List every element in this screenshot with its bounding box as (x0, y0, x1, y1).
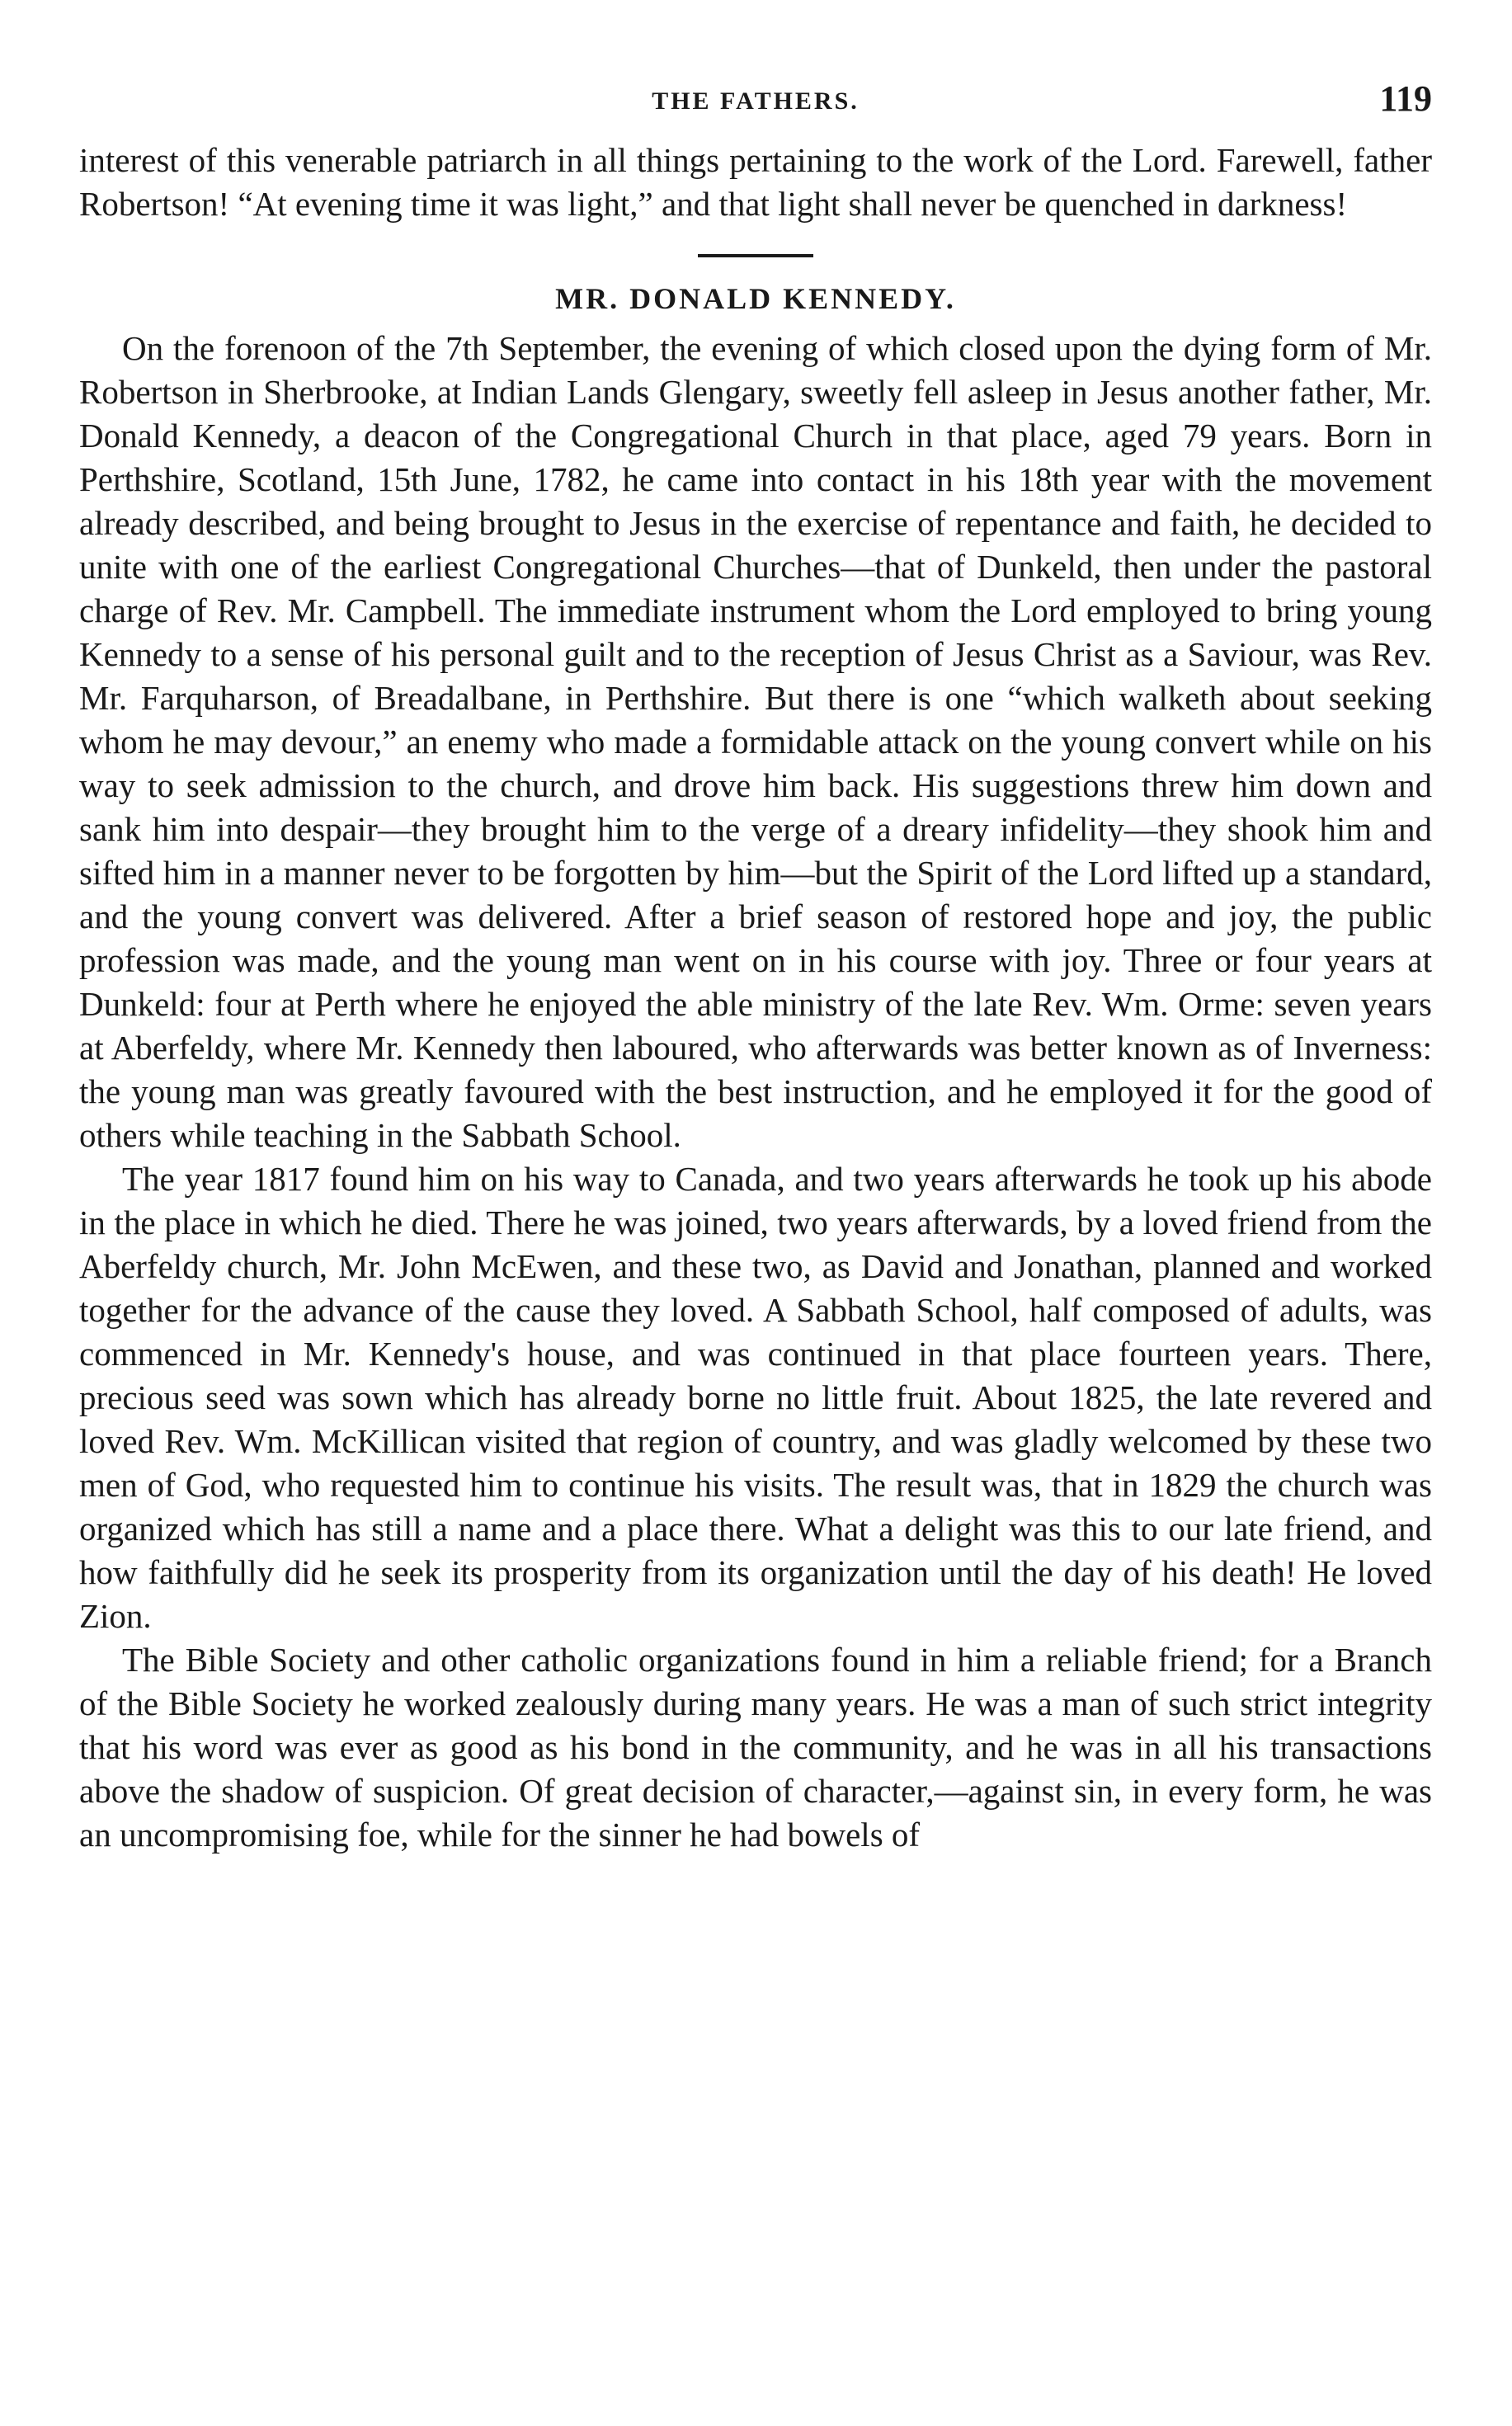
book-page (79, 73, 1432, 1857)
paragraph-kennedy-biography: On the forenoon of the 7th September, the evening of which closed upon the dying form of Mr. Robertson in Sherbrooke, at Indian Lands Glengary, sweetly fell asleep in Jesus another father, Mr. Donald Kennedy, a deacon of the Congregational Church in that place, aged 79 years. Born in Perthshire, Scotland, 15th June, 1782, he came into contact in his 18th year with the movement already described, and being brought to Jesus in the exercise of repentance and faith, he decided to unite with one of the earliest Congregational Churches—that of Dunkeld, then under the pastoral charge of Rev. Mr. Campbell. The immediate instrument whom the Lord employed to bring young Kennedy to a sense of his personal guilt and to the reception of Jesus Christ as a Saviour, was Rev. Mr. Farquharson, of Breadalbane, in Perthshire. But there is one “which walketh about seeking whom he may devour,” an enemy who made a formidable attack on the young convert while on his way to seek admission to the church, and drove him back. His suggestions threw him down and sank him into despair—they brought him to the verge of a dreary infidelity—they shook him and sifted him in a manner never to be forgotten by him—but the Spirit of the Lord lifted up a standard, and the young convert was delivered. After a brief season of restored hope and joy, the public profession was made, and the young man went on in his course with joy. Three or four years at Dunkeld: four at Perth where he enjoyed the able ministry of the late Rev. Wm. Orme: seven years at Aberfeldy, where Mr. Kennedy then laboured, who afterwards was better known as of Inverness: the young man was greatly favoured with the best instruction, and he employed it for the good of others while teaching in the Sabbath School. (79, 329, 1432, 1154)
paragraph-continuation: interest of this venerable patriarch in all things pertaining to the work of the Lord. Farewell, father Robertson! “At evening time it was light,” and that light shall never be quenched in darkness! (79, 141, 1432, 223)
paragraph-bible-society: The Bible Society and other catholic organizations found in him a reliable friend; for a Branch of the Bible Society he worked zealously during many years. He was a man of such strict integrity that his word was ever as good as his bond in the community, and he was in all his transactions above the shadow of suspicion. Of great decision of character,—against sin, in every form, he was an uncompromising foe, while for the sinner he had bowels of (79, 1641, 1432, 1854)
running-title: THE FATHERS. (652, 87, 860, 115)
section-heading: MR. DONALD KENNEDY. (555, 282, 956, 315)
running-head (79, 73, 1432, 139)
page-number: 119 (1379, 78, 1432, 119)
paragraph-canada: The year 1817 found him on his way to Canada, and two years afterwards he took up his abode in the place in which he died. There he was joined, two years afterwards, by a loved friend from the Aberfeldy church, Mr. John McEwen, and these two, as David and Jonathan, planned and worked together for the advance of the cause they loved. A Sabbath School, half composed of adults, was commenced in Mr. Kennedy's house, and was continued in that place fourteen years. There, precious seed was sown which has already borne no little fruit. About 1825, the late revered and loved Rev. Wm. McKillican visited that region of country, and was gladly welcomed by these two men of God, who requested him to continue his visits. The result was, that in 1829 the church was organized which has still a name and a place there. What a delight was this to our late friend, and how faithfully did he seek its prosperity from its organization until the day of his death! He loved Zion. (79, 1160, 1432, 1635)
section-divider (698, 254, 813, 257)
